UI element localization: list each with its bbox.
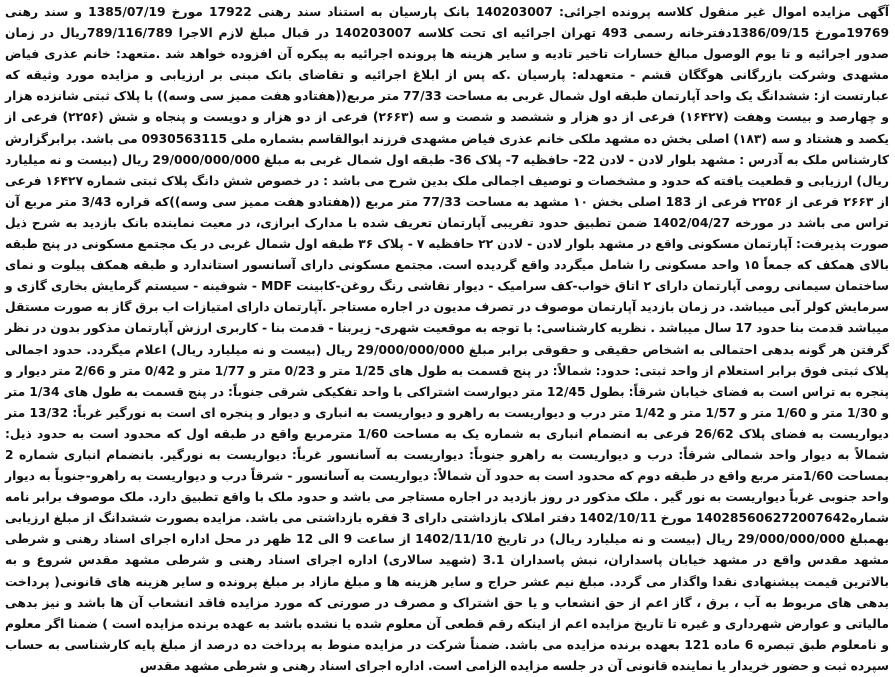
auction-notice-text: آگهی مزایده اموال غیر منقول کلاسه پرونده اجرائی: 140203007 بانک پارسیان به استناد سند رهنی 17922 مورخ 1385/07/19 و سند رهنی 19769مورخ 1386/09/15دفترخانه رسمی 493 تهران اجرائیه ای تحت کلاسه 140203007 در قبال مبلغ لازم الاجرا 789/116/789ریال در زمان صدور اجرائیه و تا یوم الوصول مبالغ خسارات تاخیر تادیه و سایر هزینه ها پرونده اجرائیه به پیکره آن افزوده خواهد شد .متعهد: خانم عذری فیاض مشهدی وشرکت بازرگانی هوگگان قشم - متعهدله: پارسیان .که پس از ابلاغ اجرائیه و تقاضای بانک مبنی بر ارزیابی و مزایده مورد وثیقه که عبارتست از: ششدانگ یک واحد آپارتمان طبقه اول شمال غربی به مساحت 77/33 متر مربع((هفتادو هفت ممیز سی وسه)) با پلاک ثبتی شانزده هزار و چهارصد و بیست وهفت (۱۶۴۲۷) فرعی از دو هزار و ششصد و شصت و سه (۲۶۶۳) فرعی از دو هزار و دویست و پنجاه و شش (۲۲۵۶) فرعی از یکصد و هشتاد و سه (۱۸۳) اصلی بخش ده مشهد ملکی خانم عذری فیاض مشهدی فرزند ابوالقاسم بشماره ملی 0930563115 می باشد. برابرگزارش کارشناس ملک به آدرس : مشهد بلوار لادن - لادن 22- حافظیه 7- پلاک 36- طبقه اول شمال غربی به مبلغ 29/000/000/000 ریال (بیست و نه میلیارد ریال) ارزیابی و قطعیت یافته که حدود و مشخصات و توصیف اجمالی ملک بدین شرح می باشد : در خصوص شش دانگ پلاک ثبتی شماره ۱۶۴۲۷ فرعی از ۲۶۶۳ فرعی از ۲۲۵۶ فرعی از 183 اصلی بخش ۱۰ مشهد به مساحت 77/33 متر مربع ((هفتادو هفت ممیز سی وسه))که قراره 3/43 متر مربع آن تراس می باشد در مورخه 1402/04/27 ضمن تطبیق حدود تفریبی آپارتمان تعریف شده با مدارک ابرازی، در معیت نماینده بانک بازدید به شرح ذیل صورت پذیرفت: آپارتمان مسکونی واقع در مشهد بلوار لادن - لادن ۲۲ حافظیه ۷ - پلاک ۳۶ طبقه اول شمال غربی در یک مجتمع مسکونی در پنج طبقه بالای همکف که جمعاً ۱۵ واحد مسکونی را شامل میگردد واقع گردیده است. مجتمع مسکونی دارای آسانسور استاندارد و طبقه همکف پیلوت و نمای ساختمان سیمانی رومی آپارتمان دارای ۲ اتاق خواب-کف سرامیک - دیوار نقاشی رنگ روغن-کابینت MDF - شوفینه - سیستم گرمایش بخاری گازی و سرمایش کولر آبی میباشد. در زمان بازدید آپارتمان موصوف در تصرف مدیون در اجاره مستاجر .آپارتمان دارای امتیازات اب برق گاز به صورت مستقل میباشد قدمت بنا حدود 17 سال میباشد . نظریه کارشناسی: با توجه به موقعیت شهری- زیربنا - قدمت بنا - کاربری ارزش آپارتمان مذکور بدون در نظر گرفتن هر گونه بدهی احتمالی به اشخاص حقیقی و حقوقی برابر مبلغ 29/000/000/000 ریال (بیست و نه میلیارد ریال) اعلام میگردد. حدود اجمالی پلاک ثبتی فوق برابر استعلام از واحد ثبتی: حدود: شمالاً: در پنج قسمت به طول های 1/25 متر و 0/23 متر و 1/77 متر و 0/42 متر و 2/66 متر دیوار و پنجره به تراس است به فضای خیابان شرقاً: بطول 12/45 متر دیوارست اشتراکی با واحد تفکیکی شرقی جنوباً: در پنج قسمت به طول های 1/34 متر و 1/30 متر و 1/60 متر و 1/57 متر و 1/42 متر درب و دیواریست به راهرو و دیواریست به انباری و دیوار و پنجره ای است به نورگیر غرباً: 13/32 متر دیواریست به فضای پلاک 26/62 فرعی به انضمام انباری به شماره یک به مساحت 1/60 مترمربع واقع در طبقه اول که محدود است به حدود ذیل: شمالاً به دیوار واحد شمالی شرقاً: درب و دیواریست به راهرو جنوباً: دیواریست به آسانسور غرباً: دیواریست به نورگیر. بانضمام انباری شماره 2 بمساحت 1/60متر مربع واقع در طبقه دوم که محدود است به حدود آن شمالاً: دیواریست به آسانسور - شرقاً درب و دیواریست به راهرو-جنوباً به دیوار واحد جنوبی غرباً دیواریست به نور گیر . ملک مذکور در روز بازدید در اجاره مستاجر می باشد و حدود ملک با واقع تطبیق دارد. ملک موصوف برابر نامه شماره140285606272007642 مورخ 1402/10/11 دفتر املاک بازداشتی دارای 3 فقره بازداشتی می باشد. مزایده بصورت ششدانگ از مبلغ ارزیابی بهمبلغ 29/000/000/000 ریال (بیست و نه میلیارد ریال) در تاریخ 1402/11/10 از ساعت 9 الی 12 ظهر در محل اداره اجرای اسناد رهنی و شرطی مشهد مقدس واقع در مشهد خیابان پاسداران، نبش پاسداران 3.1 (شهید سالاری) اداره اجرای اسناد رهنی و شرطی مشهد مقدس شروع و به بالاترین قیمت پیشنهادی نقدا واگذار می گردد. مبلغ نیم عشر حراج و سایر هزینه ها و مبلغ مازاد بر مبلغ پرونده و سایر هزینه های قانونی( پرداخت بدهی های مربوط به آب ، برق ، گاز اعم از حق انشعاب و یا حق اشتراک و مصرف در صورتی که مورد مزایده فاقد انشعاب آن ها باشد و نیز بدهی مالیاتی و عوارض شهرداری و غیره تا تاریخ مزایده اعم از اینکه رقم قطعی آن معلوم شده یا نشده باشد به عهده برنده مزایده است ) ضمنا اگر معلوم و نامعلوم طبق تبصره 6 ماده 121 بعهده برنده مزایده می باشد. ضمناً شرکت در مزایده منوط به پرداخت ده درصد از مبلغ پایه کارشناسی به حساب سپرده ثبت و حضور خریدار یا نماینده قانونی آن در جلسه مزایده الزامی است. اداره اجرای اسناد رهنی و شرطی مشهد مقدس — [5, 5, 890, 673]
auction-notice — [5, 2, 890, 673]
